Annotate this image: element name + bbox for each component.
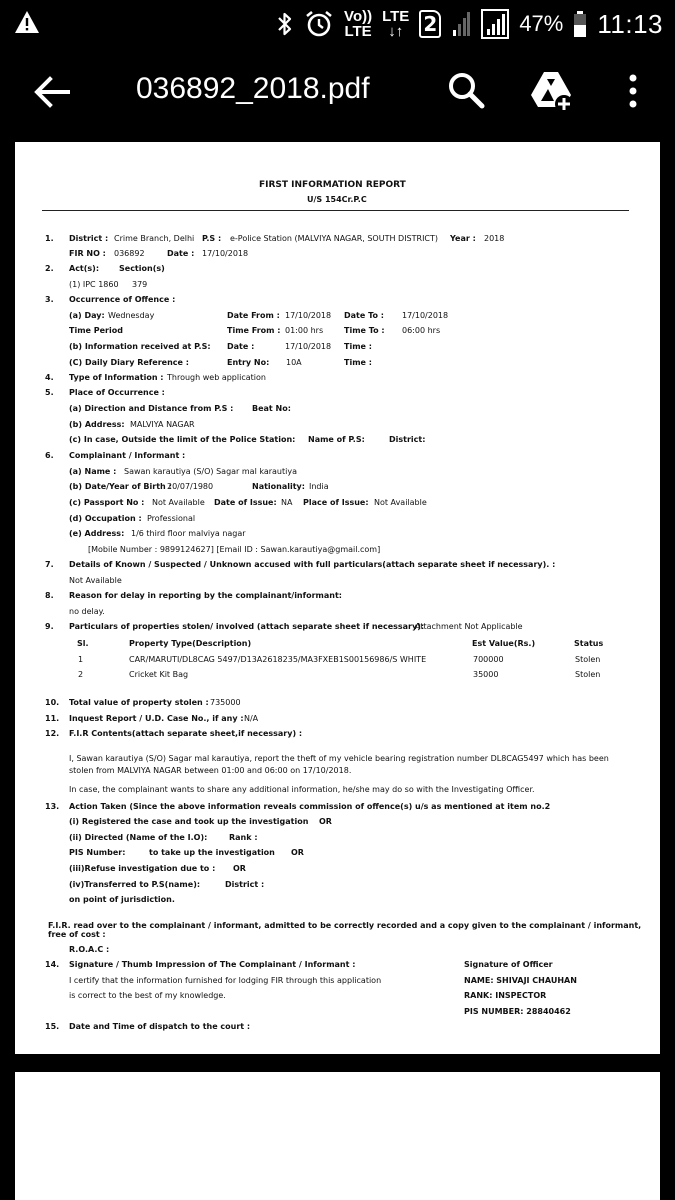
date-to-value: 17/10/2018 <box>402 311 449 320</box>
total-value-label: Total value of property stolen : <box>69 698 209 707</box>
item-number: 13. <box>45 802 60 811</box>
inquest-value: N/A <box>244 714 259 723</box>
report-title: FIRST INFORMATION REPORT <box>259 180 406 190</box>
properties-label: Particulars of properties stolen/ involved (attach separate sheet if necessary): <box>69 622 425 631</box>
accused-label: Details of Known / Suspected / Unknown accused with full particulars(attach separate sheet if necessary). : <box>69 560 556 569</box>
daily-diary-label: (C) Daily Diary Reference : <box>69 358 189 367</box>
issue-date-value: NA <box>281 498 293 507</box>
acts-label: Act(s): <box>69 264 100 273</box>
delay-label: Reason for delay in reporting by the complainant/informant: <box>69 591 342 600</box>
item-number: 15. <box>45 1022 60 1031</box>
info-received-label: (b) Information received at P.S: <box>69 342 211 351</box>
date-from-label: Date From : <box>227 311 280 320</box>
take-up-label: to take up the investigation <box>149 848 275 857</box>
place-address-value: MALVIYA NAGAR <box>130 420 195 429</box>
passport-label: (c) Passport No : <box>69 498 145 507</box>
pdf-page-2 <box>15 1072 660 1200</box>
item-number: 11. <box>45 714 60 723</box>
occupation-value: Professional <box>147 514 196 523</box>
entry-no-label: Entry No: <box>227 358 270 367</box>
table-cell: 35000 <box>473 670 499 679</box>
date-from-value: 17/10/2018 <box>285 311 332 320</box>
act-value: (1) IPC 1860 <box>69 280 119 289</box>
name-value: Sawan karautiya (S/O) Sagar mal karautiya <box>124 467 297 476</box>
date-to-label: Date To : <box>344 311 384 320</box>
year-value: 2018 <box>484 234 505 243</box>
signature-label: Signature / Thumb Impression of The Complainant / Informant : <box>69 960 356 969</box>
fir-date-value: 17/10/2018 <box>202 249 249 258</box>
or-label: OR <box>233 864 246 873</box>
item-number: 14. <box>45 960 60 969</box>
dispatch-label: Date and Time of dispatch to the court : <box>69 1022 251 1031</box>
table-cell: 1 <box>78 655 84 664</box>
properties-value: Attachment Not Applicable <box>415 622 523 631</box>
clock: 11:13 <box>597 8 663 39</box>
inquest-label: Inquest Report / U.D. Case No., if any : <box>69 714 244 723</box>
fir-no-label: FIR NO : <box>69 249 106 258</box>
status-icons <box>276 6 663 42</box>
fir-contents-label: F.I.R Contents(attach separate sheet,if necessary) : <box>69 729 303 738</box>
info-date-label: Date : <box>227 342 255 351</box>
accused-value: Not Available <box>69 576 122 585</box>
place-heading: Place of Occurrence : <box>69 388 165 397</box>
document-title: 036892_2018.pdf <box>136 72 370 105</box>
search-icon[interactable] <box>444 68 488 112</box>
fir-contents-note: In case, the complainant wants to share any additional information, he/she may do so with the Investigating Officer. <box>69 785 535 794</box>
or-label: OR <box>319 817 332 826</box>
delay-value: no delay. <box>69 607 105 616</box>
nationality-label: Nationality: <box>252 482 305 491</box>
alarm-icon <box>304 9 334 39</box>
jurisdiction-label: on point of jurisdiction. <box>69 895 175 904</box>
read-over-text: free of cost : <box>48 930 106 939</box>
fir-contents-text: I, Sawan karautiya (S/O) Sagar mal karautiya, report the theft of my vehicle bearing registration number DL8CAG5497 which has been <box>69 754 609 763</box>
info-time-label: Time : <box>344 342 372 351</box>
report-subtitle: U/S 154Cr.P.C <box>307 195 367 204</box>
item-number: 12. <box>45 729 60 738</box>
time-from-label: Time From : <box>227 326 281 335</box>
year-label: Year : <box>450 234 476 243</box>
district-value: Crime Branch, Delhi <box>114 234 195 243</box>
action-i-label: (i) Registered the case and took up the investigation <box>69 817 309 826</box>
fir-document <box>15 142 660 1054</box>
fir-date-label: Date : <box>167 249 195 258</box>
day-label: (a) Day: <box>69 311 105 320</box>
item-number: 8. <box>45 591 54 600</box>
officer-rank: RANK: INSPECTOR <box>464 991 547 1000</box>
dob-value: 20/07/1980 <box>167 482 214 491</box>
signal-strong-icon <box>481 9 509 39</box>
issue-date-label: Date of Issue: <box>214 498 277 507</box>
battery-icon <box>573 10 587 38</box>
status-bar <box>0 0 675 48</box>
total-value: 735000 <box>210 698 241 707</box>
ps-label: P.S : <box>202 234 222 243</box>
complainant-heading: Complainant / Informant : <box>69 451 186 460</box>
table-header-value: Est Value(Rs.) <box>472 639 536 648</box>
time-to-value: 06:00 hrs <box>402 326 441 335</box>
table-header-property: Property Type(Description) <box>129 639 252 648</box>
table-cell: CAR/MARUTI/DL8CAG 5497/D13A2618235/MA3FXEB1S00156986/S WHITE <box>129 655 427 664</box>
name-label: (a) Name : <box>69 467 117 476</box>
time-to-label: Time To : <box>344 326 385 335</box>
nationality-value: India <box>309 482 329 491</box>
table-cell: 2 <box>78 670 84 679</box>
fir-no-value: 036892 <box>114 249 145 258</box>
warning-icon <box>14 10 40 34</box>
info-date-value: 17/10/2018 <box>285 342 332 351</box>
section-value: 379 <box>132 280 148 289</box>
table-cell: 700000 <box>473 655 504 664</box>
item-number: 1. <box>45 234 54 243</box>
pdf-viewer[interactable] <box>0 134 675 1200</box>
dd-time-label: Time : <box>344 358 372 367</box>
occupation-label: (d) Occupation : <box>69 514 142 523</box>
officer-signature-heading: Signature of Officer <box>464 960 553 969</box>
day-value: Wednesday <box>108 311 155 320</box>
app-bar <box>0 48 675 134</box>
table-header-sl: Sl. <box>77 639 89 648</box>
issue-place-label: Place of Issue: <box>303 498 369 507</box>
read-over-text: F.I.R. read over to the complainant / informant, admitted to be correctly recorded and a copy given to the complainant / informant, <box>48 921 642 930</box>
complainant-address-value: 1/6 third floor malviya nagar <box>131 529 246 538</box>
signal-weak-icon <box>451 10 471 38</box>
time-period-label: Time Period <box>69 326 123 335</box>
item-number: 9. <box>45 622 54 631</box>
sections-label: Section(s) <box>119 264 165 273</box>
occurrence-heading: Occurrence of Offence : <box>69 295 176 304</box>
roac-label: R.O.A.C : <box>69 945 110 954</box>
direction-label: (a) Direction and Distance from P.S : <box>69 404 234 413</box>
complainant-address-label: (e) Address: <box>69 529 125 538</box>
place-address-label: (b) Address: <box>69 420 125 429</box>
item-number: 6. <box>45 451 54 460</box>
iv-district-label: District : <box>225 880 265 889</box>
battery-percent: 47% <box>519 11 564 36</box>
beat-label: Beat No: <box>252 404 291 413</box>
fir-contents-text: stolen from MALVIYA NAGAR between 01:00 and 06:00 on 17/10/2018. <box>69 766 352 775</box>
or-label: OR <box>291 848 304 857</box>
contact-details: [Mobile Number : 9899124627] [Email ID : Sawan.karautiya@gmail.com] <box>88 545 381 554</box>
sim-slot-icon: 2 <box>419 10 441 38</box>
officer-pis: PIS NUMBER: 28840462 <box>464 1007 571 1016</box>
pis-number-label: PIS Number: <box>69 848 126 857</box>
item-number: 4. <box>45 373 54 382</box>
item-number: 2. <box>45 264 54 273</box>
action-iii-label: (iii)Refuse investigation due to : <box>69 864 216 873</box>
table-cell: Cricket Kit Bag <box>129 670 189 679</box>
time-from-value: 01:00 hrs <box>285 326 324 335</box>
ps-value: e-Police Station (MALVIYA NAGAR, SOUTH DISTRICT) <box>230 234 439 243</box>
add-to-drive-icon[interactable] <box>528 68 574 114</box>
item-number: 3. <box>45 295 54 304</box>
issue-place-value: Not Available <box>374 498 427 507</box>
dob-label: (b) Date/Year of Birth : <box>69 482 172 491</box>
name-of-ps-label: Name of P.S: <box>308 435 365 444</box>
bluetooth-icon <box>276 10 294 38</box>
item-number: 7. <box>45 560 54 569</box>
pdf-page-1 <box>15 142 660 1054</box>
entry-no-value: 10A <box>286 358 302 367</box>
item-number: 10. <box>45 698 60 707</box>
action-ii-label: (ii) Directed (Name of the I.O): <box>69 833 208 842</box>
lte-indicator: LTE ↓↑ <box>382 8 410 40</box>
more-options-icon[interactable] <box>618 68 648 114</box>
rank-label: Rank : <box>229 833 258 842</box>
table-cell: Stolen <box>575 655 601 664</box>
action-iv-label: (iv)Transferred to P.S(name): <box>69 880 201 889</box>
back-arrow-icon[interactable] <box>30 70 74 114</box>
table-header-status: Status <box>574 639 604 648</box>
table-cell: Stolen <box>575 670 601 679</box>
certification-text: I certify that the information furnished for lodging FIR through this application <box>69 976 382 985</box>
info-type-label: Type of Information : <box>69 373 164 382</box>
certification-text: is correct to the best of my knowledge. <box>69 991 226 1000</box>
volte-indicator: Vo)) LTE <box>344 8 373 40</box>
item-number: 5. <box>45 388 54 397</box>
place-district-label: District: <box>389 435 426 444</box>
action-taken-heading: Action Taken (Since the above information reveals commission of offence(s) u/s as mentioned at item no.2 <box>69 802 551 811</box>
officer-name: NAME: SHIVAJI CHAUHAN <box>464 976 577 985</box>
district-label: District : <box>69 234 109 243</box>
divider <box>42 210 629 211</box>
info-type-value: Through web application <box>167 373 266 382</box>
passport-value: Not Available <box>152 498 205 507</box>
outside-limit-label: (c) In case, Outside the limit of the Police Station: <box>69 435 296 444</box>
